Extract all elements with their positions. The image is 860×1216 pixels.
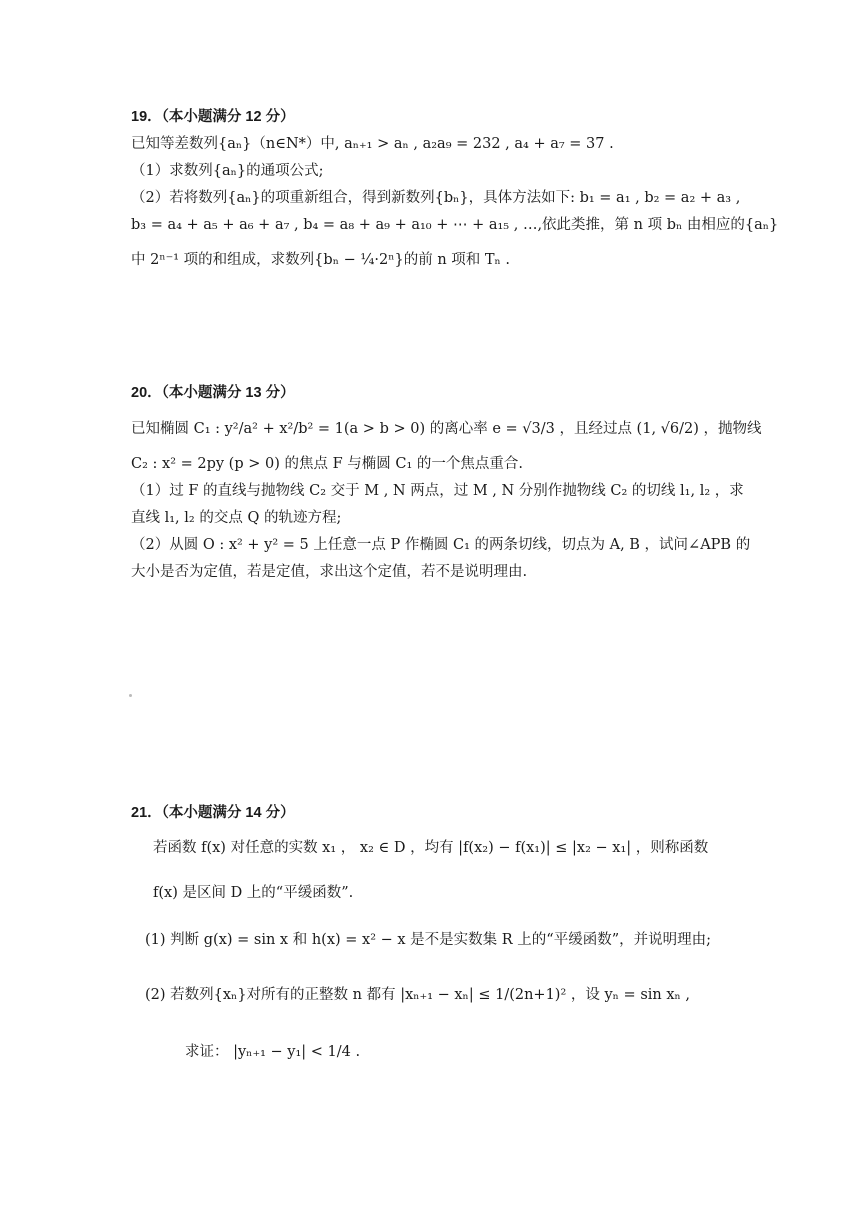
question-21-line-1: 若函数 f(x) 对任意的实数 x₁ ， x₂ ∈ D ，均有 |f(x₂) − f(x₁)| ≤ |x₂ − x₁| ，则称函数 — [153, 840, 709, 856]
question-20-line-1: 已知椭圆 C₁ : y²/a² + x²/b² = 1(a > b > 0) 的离心率 e = √3/3 ，且经过点 (1, √6/2) ，抛物线 — [131, 421, 762, 437]
question-20 — [131, 380, 762, 586]
question-21-part-2: (2) 若数列{xₙ}对所有的正整数 n 都有 |xₙ₊₁ − xₙ| ≤ 1/(2n+1)² ，设 yₙ = sin xₙ , — [145, 987, 691, 1003]
question-19 — [131, 104, 779, 274]
question-19-line-3: （2）若将数列{aₙ}的项重新组合，得到新数列{bₙ}，具体方法如下: b₁ = a₁ , b₂ = a₂ + a₃ , — [131, 190, 741, 206]
question-21-line-2: f(x) 是区间 D 上的“平缓函数”. — [153, 885, 354, 901]
question-20-heading: 20．（本小题满分 13 分） — [131, 385, 295, 401]
question-21-heading: 21．（本小题满分 14 分） — [131, 805, 295, 821]
question-19-line-1: 已知等差数列{aₙ}（n∈N*）中, aₙ₊₁ > aₙ , a₂a₉ = 232 , a₄ + a₇ = 37 . — [131, 136, 614, 152]
question-21 — [131, 800, 731, 1066]
question-20-line-4: 直线 l₁, l₂ 的交点 Q 的轨迹方程; — [131, 510, 342, 526]
question-19-line-4: b₃ = a₄ + a₅ + a₆ + a₇ , b₄ = a₈ + a₉ + a₁₀ + ⋯ + a₁₅ , …,依此类推，第 n 项 bₙ 由相应的{aₙ} — [131, 217, 779, 233]
question-21-part-1: (1) 判断 g(x) = sin x 和 h(x) = x² − x 是不是实数集 R 上的“平缓函数”，并说明理由; — [145, 932, 712, 948]
question-19-heading: 19．（本小题满分 12 分） — [131, 109, 295, 125]
question-19-line-5: 中 2ⁿ⁻¹ 项的和组成，求数列{bₙ − ¼·2ⁿ}的前 n 项和 Tₙ . — [131, 252, 511, 268]
question-20-line-6: 大小是否为定值，若是定值，求出这个定值，若不是说明理由. — [131, 564, 528, 580]
question-19-line-2: （1）求数列{aₙ}的通项公式; — [131, 163, 324, 179]
question-20-line-5: （2）从圆 O : x² + y² = 5 上任意一点 P 作椭圆 C₁ 的两条切线，切点为 A, B ，试问∠APB 的 — [131, 537, 751, 553]
question-21-proof: 求证： |yₙ₊₁ − y₁| < 1/4 . — [185, 1044, 361, 1060]
question-20-line-3: （1）过 F 的直线与抛物线 C₂ 交于 M , N 两点，过 M , N 分别作抛物线 C₂ 的切线 l₁, l₂ ，求 — [131, 483, 744, 499]
stray-dot — [129, 694, 132, 697]
question-20-line-2: C₂ : x² = 2py (p > 0) 的焦点 F 与椭圆 C₁ 的一个焦点重合. — [131, 456, 523, 472]
